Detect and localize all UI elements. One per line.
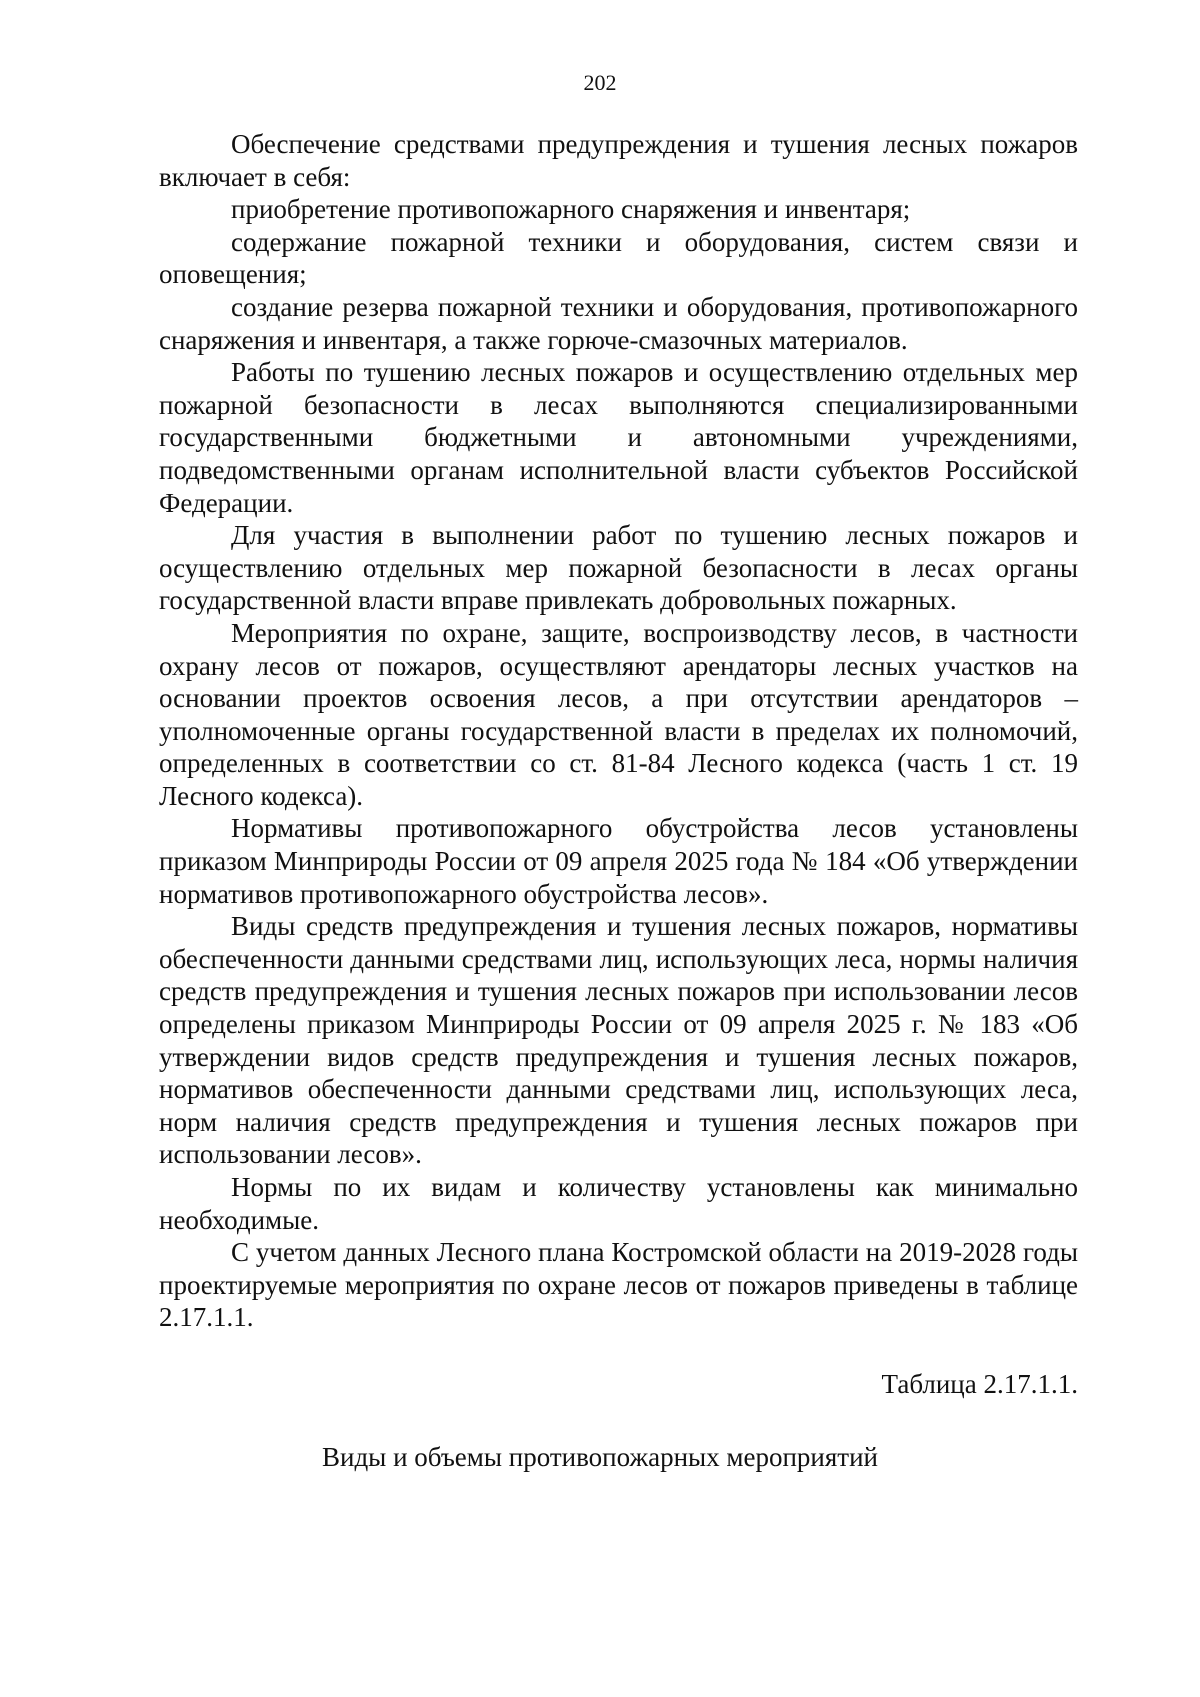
paragraph: создание резерва пожарной техники и оборудования, противопожарного снаряжения и инвентаря, а также горюче-смазочных материалов. xyxy=(159,291,1078,355)
paragraph: приобретение противопожарного снаряжения и инвентаря; xyxy=(231,194,911,225)
paragraph: Для участия в выполнении работ по тушению лесных пожаров и осуществлению отдельных мер пожарной безопасности в лесах органы государственной власти вправе привлекать добровольных пожарных. xyxy=(159,520,1078,616)
paragraph: Мероприятия по охране, защите, воспроизводству лесов, в частности охрану лесов от пожаров, осуществляют арендаторы лесных участков на основании проектов освоения лесов, а при отсутствии арендаторов – уполномоченные органы государственной власти в пределах их полномочий, определенных в соответствии со ст. 81-84 Лесного кодекса (часть 1 ст. 19 Лесного кодекса). xyxy=(159,617,1078,811)
body-text xyxy=(159,128,1078,1334)
paragraph: С учетом данных Лесного плана Костромской области на 2019-2028 годы проектируемые мероприятия по охране лесов от пожаров приведены в таблице 2.17.1.1. xyxy=(159,1237,1078,1333)
page-number: 202 xyxy=(583,70,617,95)
paragraph: Работы по тушению лесных пожаров и осуществлению отдельных мер пожарной безопасности в лесах выполняются специализированными государственными бюджетными и автономными учреждениями, подведомственными органам исполнительной власти субъектов Российской Федерации. xyxy=(159,357,1078,518)
table-reference: Таблица 2.17.1.1. xyxy=(881,1369,1078,1399)
paragraph: Виды средств предупреждения и тушения лесных пожаров, нормативы обеспеченности данными средствами лиц, использующих леса, нормы наличия средств предупреждения и тушения лесных пожаров при использовании лесов определены приказом Минприроды России от 09 апреля 2025 г. № 183 «Об утверждении видов средств предупреждения и тушения лесных пожаров, нормативов обеспеченности данными средствами лиц, использующих леса, норм наличия средств предупреждения и тушения лесных пожаров при использовании лесов». xyxy=(159,911,1078,1170)
table-title: Виды и объемы противопожарных мероприятий xyxy=(321,1442,879,1472)
paragraph: содержание пожарной техники и оборудования, систем связи и оповещения; xyxy=(159,226,1078,290)
paragraph: Обеспечение средствами предупреждения и тушения лесных пожаров включает в себя: xyxy=(159,129,1078,192)
paragraph: Нормы по их видам и количеству установлены как минимально необходимые. xyxy=(159,1172,1078,1235)
paragraph: Нормативы противопожарного обустройства лесов установлены приказом Минприроды России от 09 апреля 2025 года № 184 «Об утверждении нормативов противопожарного обустройства лесов». xyxy=(159,813,1078,909)
